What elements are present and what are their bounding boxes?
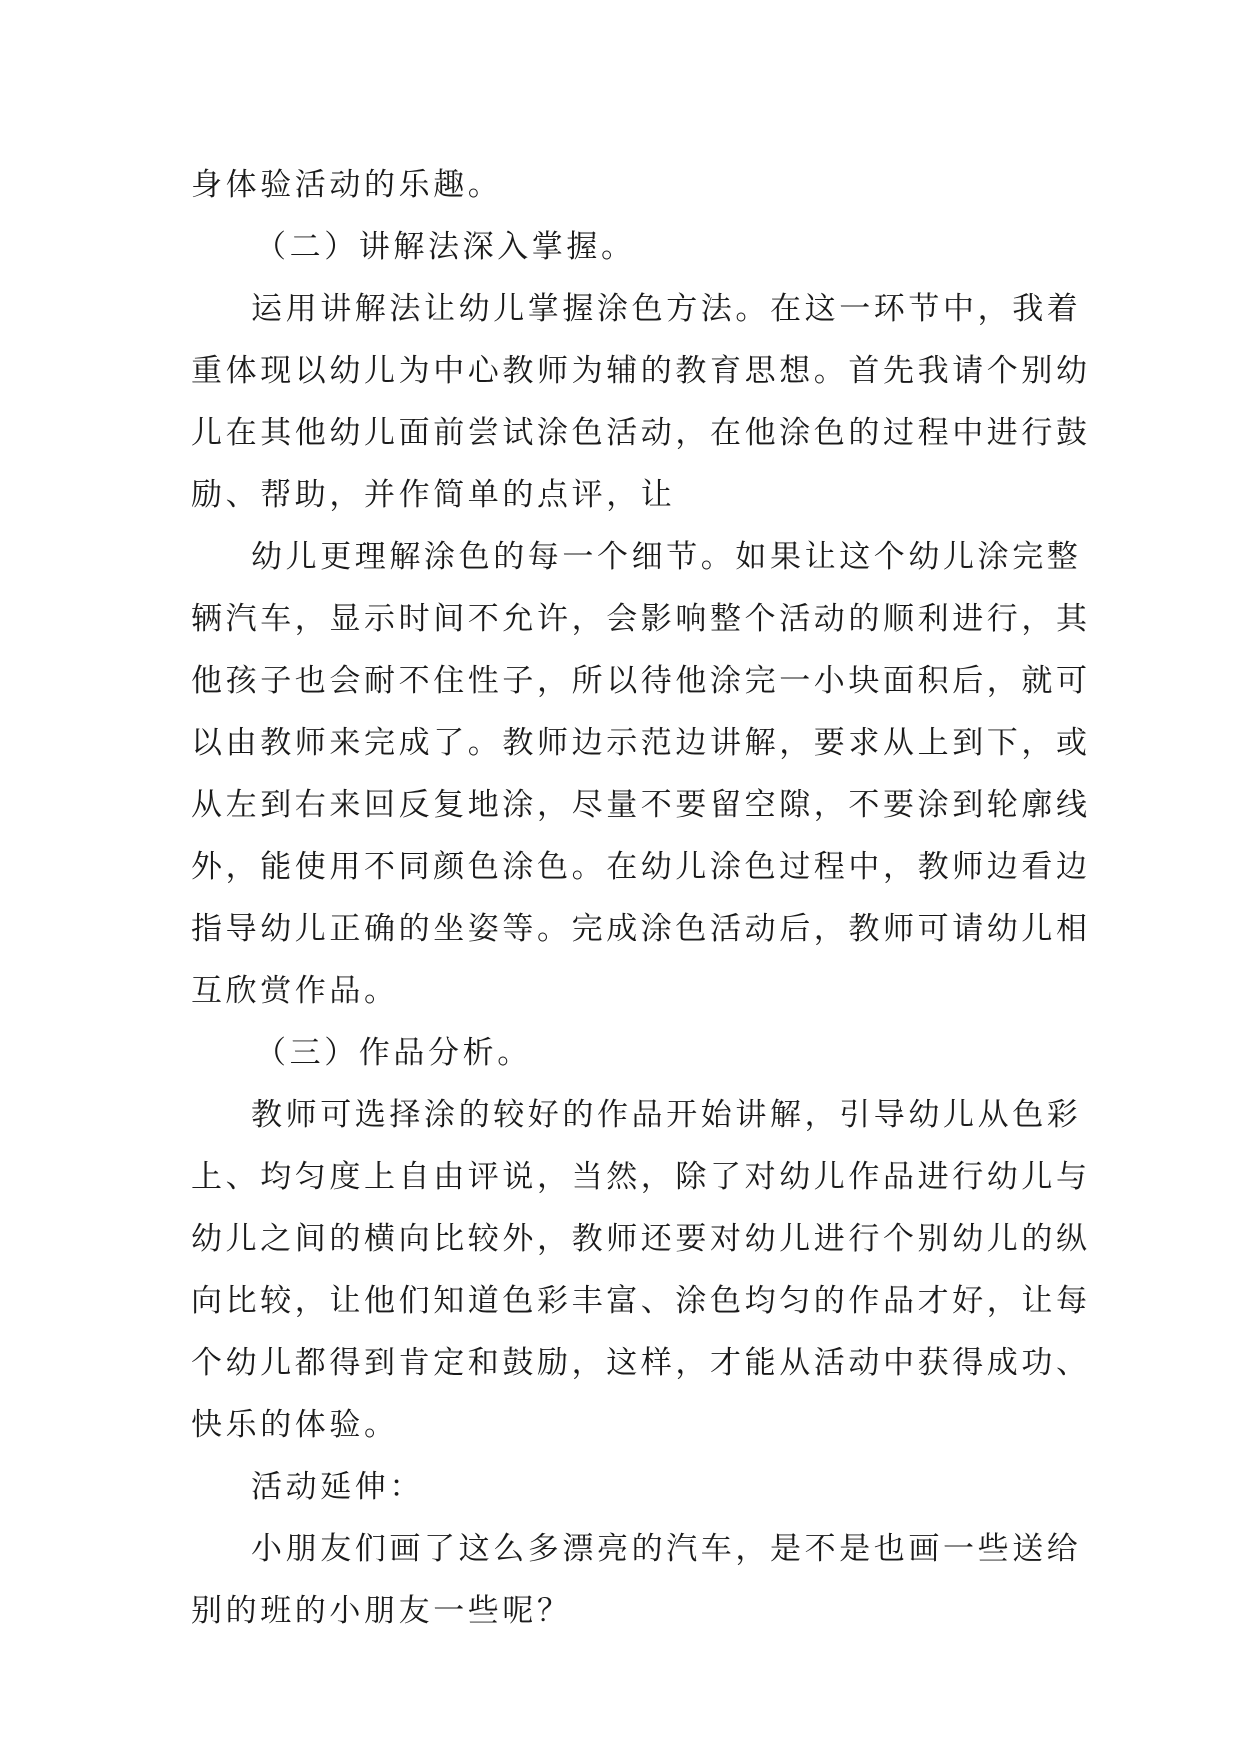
paragraph-line: 他孩子也会耐不住性子，所以待他涂完一小块面积后，就可: [191, 663, 1091, 699]
paragraph-line: 向比较，让他们知道色彩丰富、涂色均匀的作品才好，让每: [191, 1283, 1091, 1319]
paragraph-line: 教师可选择涂的较好的作品开始讲解，引导幼儿从色彩: [251, 1097, 1082, 1133]
section-heading: （三）作品分析。: [255, 1035, 532, 1071]
paragraph-line: 运用讲解法让幼儿掌握涂色方法。在这一环节中，我着: [251, 291, 1082, 327]
paragraph-line: 别的班的小朋友一些呢？: [191, 1593, 572, 1629]
paragraph-line: 个幼儿都得到肯定和鼓励，这样，才能从活动中获得成功、: [191, 1345, 1091, 1381]
paragraph-line: 儿在其他幼儿面前尝试涂色活动，在他涂色的过程中进行鼓: [191, 415, 1091, 451]
paragraph-line: 励、帮助，并作简单的点评，让: [191, 477, 676, 513]
body-text: [191, 154, 1091, 1642]
section-heading: 活动延伸：: [251, 1469, 424, 1505]
paragraph-line: 外，能使用不同颜色涂色。在幼儿涂色过程中，教师边看边: [191, 849, 1091, 885]
paragraph-line: 辆汽车，显示时间不允许，会影响整个活动的顺利进行，其: [191, 601, 1091, 637]
paragraph-line: 小朋友们画了这么多漂亮的汽车，是不是也画一些送给: [251, 1531, 1082, 1567]
paragraph-line: 幼儿更理解涂色的每一个细节。如果让这个幼儿涂完整: [251, 539, 1082, 575]
section-heading: （二）讲解法深入掌握。: [255, 229, 636, 265]
paragraph-line: 身体验活动的乐趣。: [191, 167, 503, 203]
paragraph-line: 以由教师来完成了。教师边示范边讲解，要求从上到下，或: [191, 725, 1091, 761]
paragraph-line: 重体现以幼儿为中心教师为辅的教育思想。首先我请个别幼: [191, 353, 1091, 389]
paragraph-line: 从左到右来回反复地涂，尽量不要留空隙，不要涂到轮廓线: [191, 787, 1091, 823]
paragraph-line: 互欣赏作品。: [191, 973, 399, 1009]
paragraph-line: 上、均匀度上自由评说，当然，除了对幼儿作品进行幼儿与: [191, 1159, 1091, 1195]
paragraph-line: 指导幼儿正确的坐姿等。完成涂色活动后，教师可请幼儿相: [191, 911, 1091, 947]
paragraph-line: 快乐的体验。: [191, 1407, 399, 1443]
paragraph-line: 幼儿之间的横向比较外，教师还要对幼儿进行个别幼儿的纵: [191, 1221, 1091, 1257]
